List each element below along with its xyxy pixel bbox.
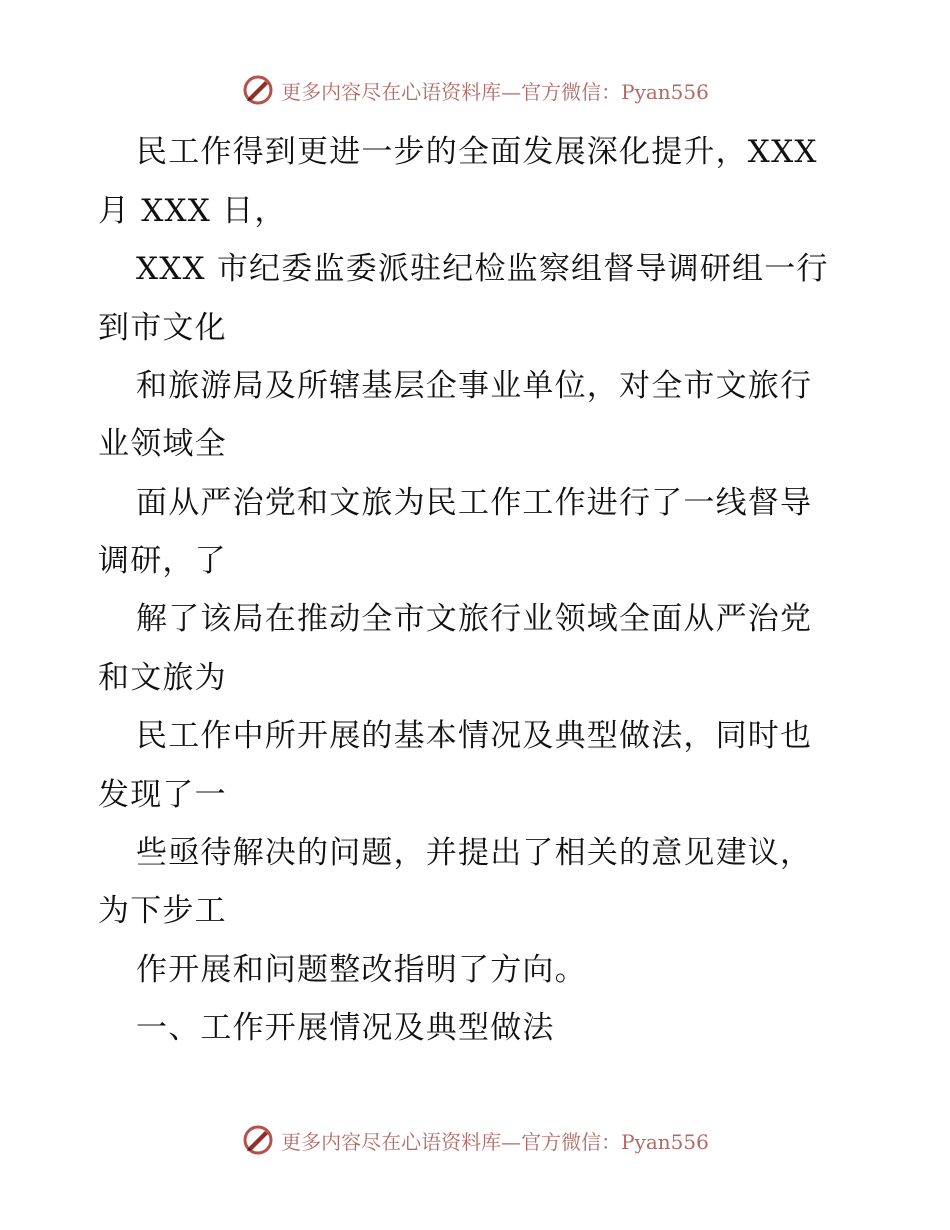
text-line: 民工作中所开展的基本情况及典型做法，同时也 <box>136 718 813 754</box>
text-line: 和旅游局及所辖基层企事业单位，对全市文旅行 <box>136 368 813 404</box>
text-line: 月 XXX 日， <box>98 193 287 229</box>
section-heading: 一、工作开展情况及典型做法 <box>136 1010 555 1046</box>
text-line: 为下步工 <box>98 893 227 929</box>
pen-logo-icon <box>241 1123 275 1157</box>
text-line: 到市文化 <box>98 310 227 346</box>
header-watermark <box>0 70 950 110</box>
text-line: XXX 市纪委监委派驻纪检监察组督导调研组一行 <box>136 251 829 287</box>
text-line: 和文旅为 <box>98 660 227 696</box>
text-line: 面从严治党和文旅为民工作工作进行了一线督导 <box>136 485 813 521</box>
footer-watermark-text: 更多内容尽在心语资料库—官方微信：Pyan556 <box>281 1129 709 1154</box>
footer-watermark <box>0 1120 950 1160</box>
pen-logo-icon <box>241 73 275 107</box>
text-line: 民工作得到更进一步的全面发展深化提升，XXX <box>136 134 818 170</box>
text-line: 调研，了 <box>98 543 227 579</box>
header-watermark-text: 更多内容尽在心语资料库—官方微信：Pyan556 <box>281 79 709 104</box>
text-line: 发现了一 <box>98 777 227 813</box>
text-line: 业领域全 <box>98 426 227 462</box>
text-line: 解了该局在推动全市文旅行业领域全面从严治党 <box>136 601 813 637</box>
text-line: 作开展和问题整改指明了方向。 <box>136 952 587 988</box>
text-line: 些亟待解决的问题，并提出了相关的意见建议， <box>136 835 813 871</box>
